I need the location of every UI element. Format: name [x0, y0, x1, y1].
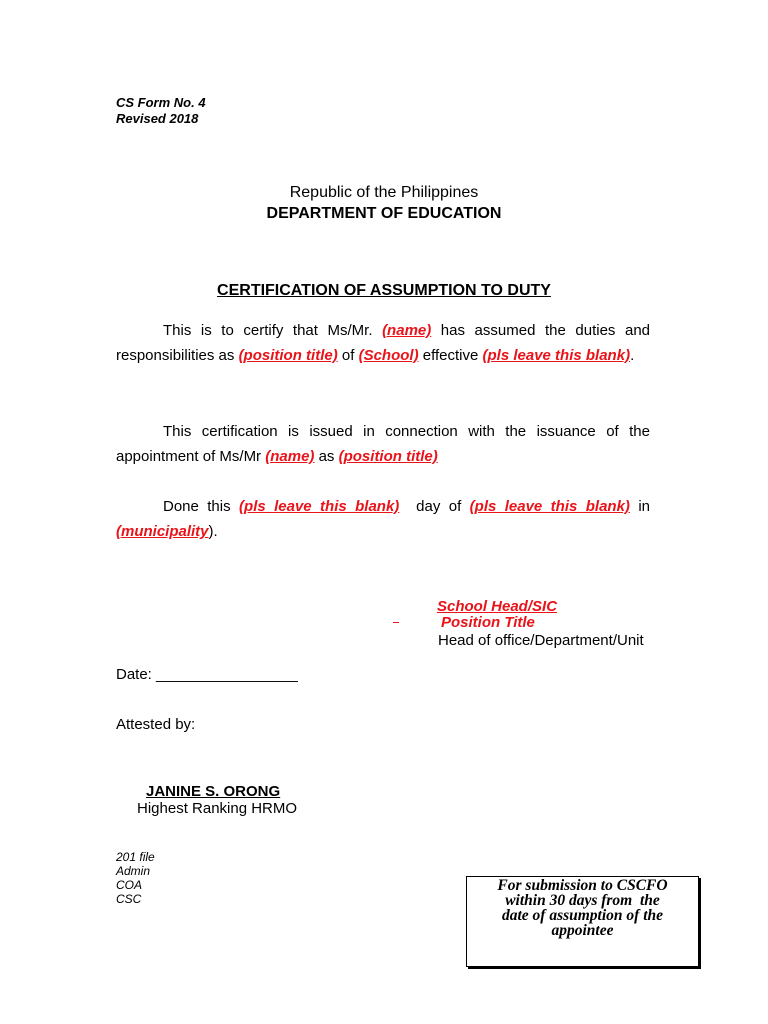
para1-text: effective — [418, 347, 483, 364]
para3-text: day of — [399, 498, 470, 515]
para2-text: This certification is issued in connection with the issuance of the appointment of Ms/Mr — [116, 423, 650, 465]
effective-date-placeholder: (pls leave this blank) — [482, 347, 631, 364]
form-number-line: CS Form No. 4 — [116, 95, 206, 110]
name-placeholder: (name) — [265, 448, 315, 465]
form-number — [116, 95, 206, 127]
para2-text: as — [314, 448, 339, 465]
month-placeholder: (pls leave this blank) — [469, 498, 630, 515]
distribution-item: COA — [116, 878, 143, 892]
distribution-item: CSC — [116, 892, 142, 906]
hrmo-block — [116, 783, 316, 817]
submission-notice-box — [466, 876, 699, 967]
para1-text: . — [630, 347, 635, 364]
document-header — [0, 182, 768, 224]
signatory-position: Position Title — [441, 614, 535, 631]
notice-line: appointee — [551, 922, 614, 939]
signature-line — [393, 622, 399, 623]
para1-text: of — [337, 347, 359, 364]
distribution-item: 201 file — [116, 850, 155, 864]
municipality-placeholder: (municipality — [116, 523, 209, 540]
day-placeholder: (pls leave this blank) — [239, 498, 400, 515]
date-line: Date: _________________ — [116, 666, 298, 683]
signatory-name: School Head/SIC — [437, 598, 558, 615]
form-revision-line: Revised 2018 — [116, 111, 199, 126]
department-heading: DEPARTMENT OF EDUCATION — [266, 205, 502, 222]
attested-label: Attested by: — [116, 716, 196, 733]
document-title: CERTIFICATION OF ASSUMPTION TO DUTY — [217, 282, 551, 299]
notice-line: date of assumption of the — [501, 907, 664, 924]
para1-text: has assumed the duties and responsibilities as — [116, 322, 651, 364]
signatory-office: Head of office/Department/Unit — [438, 632, 644, 649]
certification-paragraph — [116, 318, 650, 368]
notice-line: For submission to CSCFO — [497, 877, 668, 894]
position-placeholder: (position title) — [338, 448, 438, 465]
done-this-paragraph — [116, 494, 650, 544]
notice-line: within 30 days from the — [505, 892, 660, 909]
para1-text: This is to certify that Ms/Mr. — [163, 322, 383, 339]
name-placeholder: (name) — [382, 322, 432, 339]
signatory-block — [437, 599, 557, 631]
republic-heading: Republic of the Philippines — [289, 184, 479, 201]
para3-text: in — [629, 498, 651, 515]
distribution-list — [116, 850, 155, 906]
issuance-paragraph — [116, 419, 650, 469]
para3-text: Done this — [163, 498, 240, 515]
school-placeholder: (School) — [358, 347, 419, 364]
hrmo-role: Highest Ranking HRMO — [137, 800, 298, 817]
hrmo-name: JANINE S. ORONG — [146, 783, 281, 800]
position-placeholder: (position title) — [238, 347, 338, 364]
distribution-item: Admin — [116, 864, 151, 878]
para3-text: ). — [208, 523, 218, 540]
